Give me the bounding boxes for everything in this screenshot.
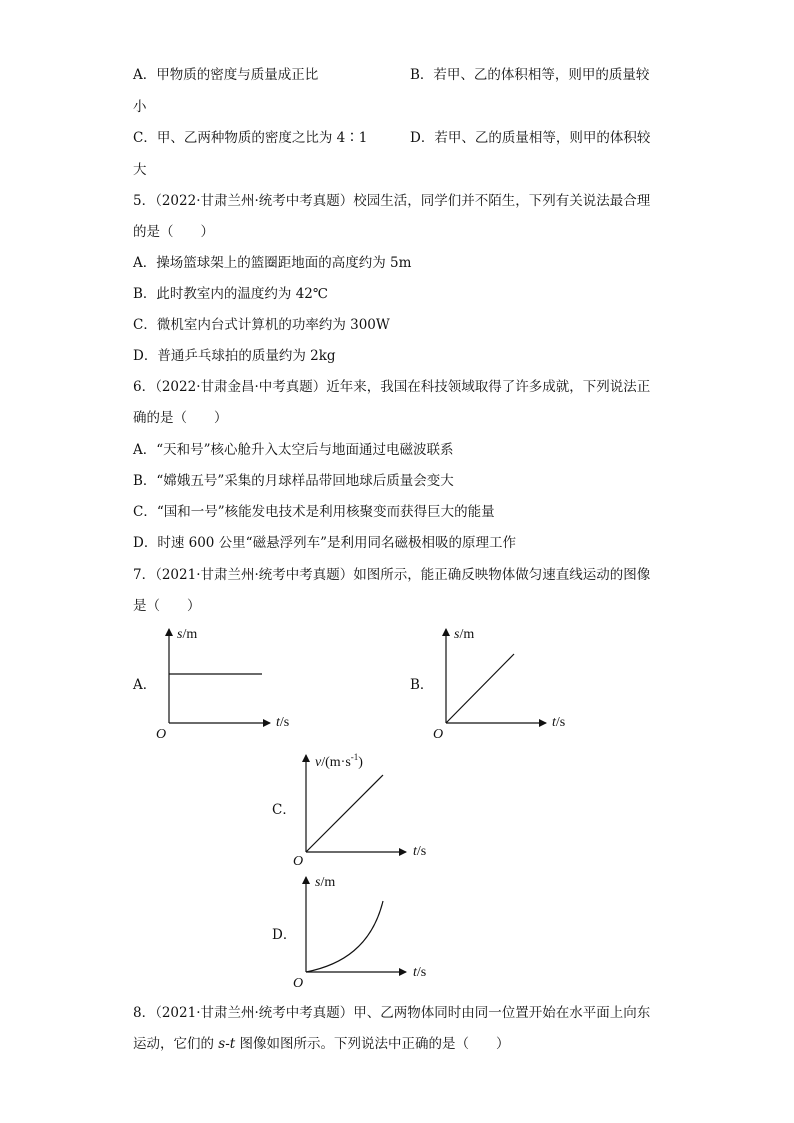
q6-option-b: B．“嫦娥五号”采集的月球样品带回地球后质量会变大 <box>133 473 454 489</box>
q4-option-d-continued: 大 <box>133 162 147 178</box>
q7-stem-continued: 是（ ） <box>133 598 201 614</box>
q5-option-b: B．此时教室内的温度约为 42℃ <box>133 286 328 302</box>
q5-option-a: A．操场篮球架上的篮圈距地面的高度约为 5m <box>133 255 412 271</box>
y-axis-label: s/m <box>177 627 198 642</box>
q6-option-a: A．“天和号”核心舱升入太空后与地面通过电磁波联系 <box>133 442 454 458</box>
q6-stem: 6．（2022·甘肃金昌·中考真题）近年来，我国在科技领域取得了许多成就，下列说法正 <box>133 379 651 395</box>
y-axis-label: s/m <box>315 875 336 890</box>
q7-graph-b-label: B． <box>410 677 434 693</box>
graph-line <box>446 654 514 723</box>
graph-curve <box>306 901 383 972</box>
q7-graph-d-label: D． <box>272 927 297 943</box>
q4-option-a: A．甲物质的密度与质量成正比 <box>133 67 319 83</box>
q4-option-c: C．甲、乙两种物质的密度之比为 4∶1 <box>133 130 368 146</box>
q7-graph-c-label: C． <box>272 802 296 818</box>
q7-graph-c <box>290 745 450 867</box>
q6-stem-continued: 确的是（ ） <box>133 410 228 426</box>
q7-graph-a-label: A． <box>133 677 157 693</box>
graph-line <box>306 775 383 852</box>
q6-option-c: C．“国和一号”核能发电技术是利用核聚变而获得巨大的能量 <box>133 504 495 520</box>
q7-graph-a <box>150 620 310 745</box>
x-axis-label: t/s <box>413 965 427 980</box>
q5-stem-continued: 的是（ ） <box>133 224 214 240</box>
q7-graph-d <box>290 868 450 990</box>
y-axis-label: s/m <box>454 627 475 642</box>
x-axis-label: t/s <box>552 715 566 730</box>
origin-label: O <box>293 854 304 869</box>
q5-option-d: D．普通乒乓球拍的质量约为 2kg <box>133 348 336 364</box>
q4-option-b: B．若甲、乙的体积相等，则甲的质量较 <box>410 67 650 83</box>
origin-label: O <box>156 727 167 742</box>
q4-option-b-continued: 小 <box>133 99 147 115</box>
q7-stem: 7．（2021·甘肃兰州·统考中考真题）如图所示，能正确反映物体做匀速直线运动的图像 <box>133 567 651 583</box>
q8-stem: 8．（2021·甘肃兰州·统考中考真题）甲、乙两物体同时由同一位置开始在水平面上向东 <box>133 1005 651 1021</box>
y-axis-label: $v/(m\cdot s^{-1})$ <box>315 752 363 770</box>
q8-stem-continued: 运动，它们的 s-t 图像如图所示。下列说法中正确的是（ ） <box>133 1036 510 1052</box>
origin-label: O <box>293 976 304 991</box>
x-axis-label: t/s <box>413 844 427 859</box>
q5-option-c: C．微机室内台式计算机的功率约为 300W <box>133 317 390 333</box>
q6-option-d: D．时速 600 公里“磁悬浮列车”是利用同名磁极相吸的原理工作 <box>133 535 516 551</box>
origin-label: O <box>433 727 444 742</box>
q7-graph-b <box>430 620 590 745</box>
q4-option-d: D．若甲、乙的质量相等，则甲的体积较 <box>410 130 651 146</box>
x-axis-label: t/s <box>276 715 290 730</box>
q5-stem: 5．（2022·甘肃兰州·统考中考真题）校园生活，同学们并不陌生，下列有关说法最合理 <box>133 193 651 209</box>
